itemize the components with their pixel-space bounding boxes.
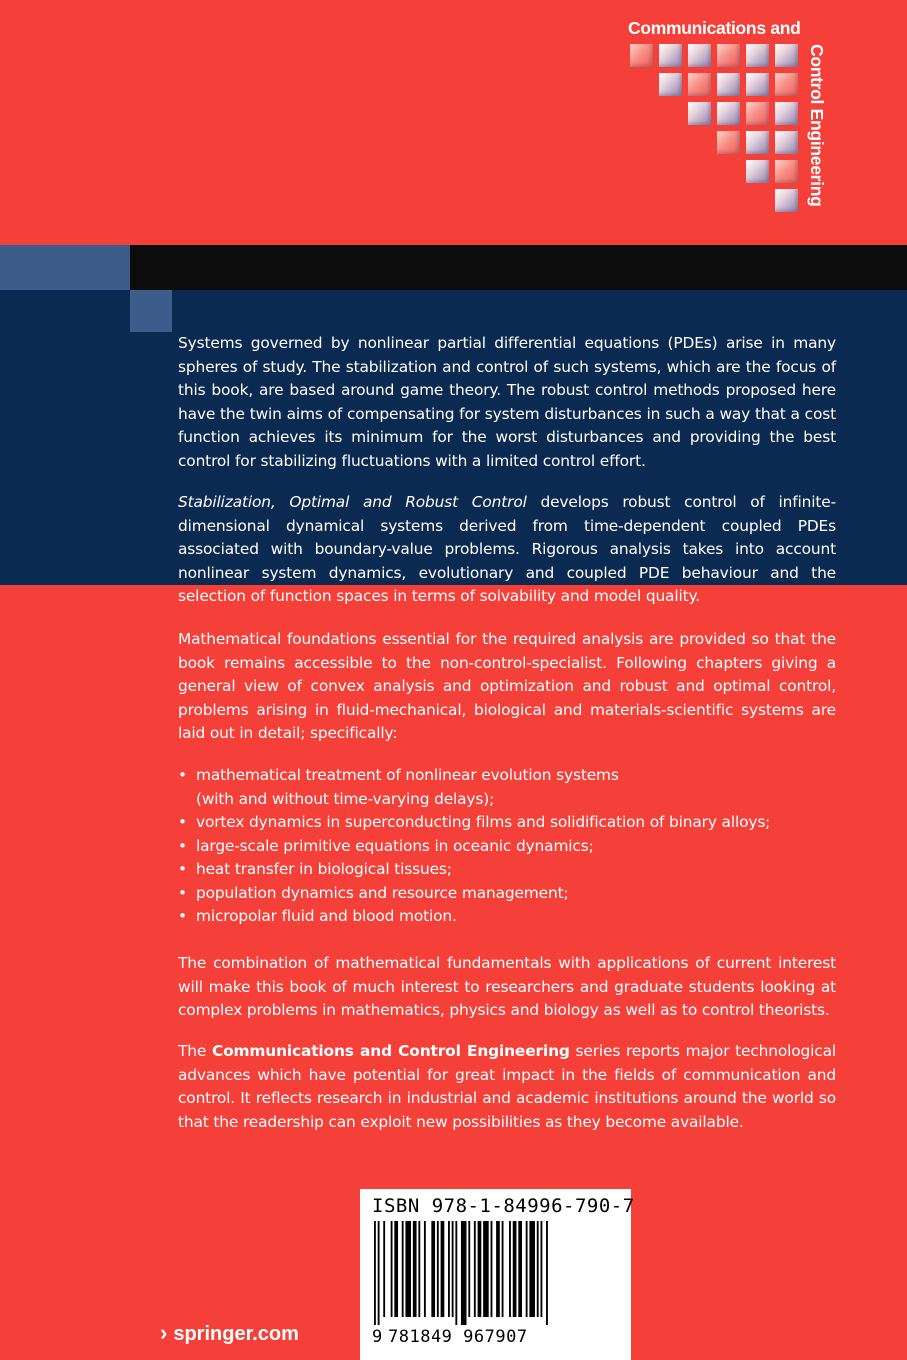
- barcode-bar: [378, 1221, 380, 1325]
- series-title-horizontal: Communications and: [628, 18, 801, 38]
- barcode-bar: [496, 1221, 500, 1317]
- description-paragraph-3: Mathematical foundations essential for the required analysis are provided so that the book remains accessible to the non-control-specialist. Following chapters giving a general view of convex analysis and optimization and robust and optimal control, problems arising in fluid-mechanical, biological and materials-scientific systems are laid out in detail; specifically:: [178, 630, 836, 742]
- isbn-label: ISBN 978-1-84996-790-7: [372, 1195, 635, 1217]
- logo-tile: [775, 131, 798, 154]
- list-item: • population dynamics and resource management;: [178, 882, 838, 906]
- accent-square-small: [130, 290, 172, 332]
- barcode-bar: [541, 1221, 543, 1317]
- publisher-link[interactable]: [160, 1320, 299, 1346]
- logo-tile: [746, 44, 769, 67]
- bullet-dot: •: [178, 836, 187, 855]
- barcode-bar: [491, 1221, 493, 1317]
- barcode-bar: [526, 1221, 528, 1317]
- barcode-bar: [546, 1221, 548, 1325]
- logo-tile: [746, 160, 769, 183]
- logo-tile: [746, 131, 769, 154]
- series-logo-mosaic: [630, 44, 806, 214]
- barcode-bar: [394, 1221, 398, 1317]
- barcode-bar: [483, 1221, 489, 1317]
- list-item: • mathematical treatment of nonlinear evolution systems (with and without time-varying delays);: [178, 766, 619, 808]
- chevron-right-icon: ›: [160, 1320, 168, 1345]
- isbn-barcode: [360, 1189, 635, 1360]
- description-paragraph-2: [178, 491, 836, 609]
- barcode-bar: [478, 1221, 482, 1317]
- logo-tile: [717, 102, 740, 125]
- list-item: • large-scale primitive equations in oceanic dynamics;: [178, 835, 838, 859]
- list-item: • heat transfer in biological tissues;: [178, 858, 838, 882]
- barcode-bar: [452, 1221, 454, 1317]
- logo-tile: [775, 44, 798, 67]
- barcode-bar: [529, 1221, 535, 1317]
- barcode-bar: [455, 1221, 457, 1325]
- barcode-digits: 9 781849 967907: [372, 1327, 528, 1347]
- logo-tile: [717, 73, 740, 96]
- logo-tile: [717, 44, 740, 67]
- barcode-bar: [383, 1221, 385, 1317]
- logo-tile: [688, 102, 711, 125]
- barcode-lead-digit: 9: [372, 1327, 383, 1347]
- logo-tile: [630, 44, 653, 67]
- list-item: • vortex dynamics in superconducting films and solidification of binary alloys;: [178, 811, 838, 835]
- bullet-dot: •: [178, 883, 187, 902]
- barcode-bar: [405, 1221, 411, 1317]
- logo-tile: [659, 73, 682, 96]
- logo-tile: [746, 102, 769, 125]
- logo-tile: [688, 73, 711, 96]
- bullet-dot: •: [178, 907, 187, 925]
- barcode-bar: [374, 1221, 376, 1325]
- description-paragraph-4: The combination of mathematical fundamentals with applications of current interest will make this book of much interest to researchers and graduate students looking at complex problems in mathematics, physics and biology as well as to control theorists.: [178, 954, 836, 1019]
- black-band: [0, 245, 907, 290]
- barcode-bar: [431, 1221, 435, 1317]
- barcode-bar: [437, 1221, 439, 1317]
- barcode-bar: [418, 1221, 420, 1317]
- paragraph-2-text: develops robust control of infinite-dimensional dynamical systems derived from time-dependent coupled PDEs associated with boundary-value problems. Rigorous analysis takes into account nonlinear system dynamics, evolutionary and coupled PDE behaviour and the selection of function spaces in terms of solvability and model quality.: [178, 493, 836, 605]
- logo-tile: [659, 44, 682, 67]
- barcode-bar: [502, 1221, 504, 1317]
- barcode-bar: [391, 1221, 393, 1317]
- publisher-site: springer.com: [173, 1323, 299, 1345]
- barcode-bar: [468, 1221, 470, 1317]
- description-paragraph-1: Systems governed by nonlinear partial differential equations (PDEs) arise in many spheres of study. The stabilization and control of such systems, which are the focus of this book, are based around game theory. The robust control methods proposed here have the twin aims of compensating for system disturbances in such a way that a cost function achieves its minimum for the worst disturbances and providing the best control for stabilizing fluctuations with a limited control effort.: [178, 334, 836, 470]
- bullet-dot: •: [178, 813, 187, 831]
- list-item: • micropolar fluid and blood motion.: [178, 905, 838, 929]
- accent-square-left: [0, 245, 130, 290]
- barcode-bar: [461, 1221, 467, 1325]
- barcode-bar: [474, 1221, 476, 1317]
- logo-tile: [717, 131, 740, 154]
- logo-tile: [775, 102, 798, 125]
- logo-tile: [775, 160, 798, 183]
- barcode-bar: [441, 1221, 445, 1317]
- barcode-bar: [509, 1221, 511, 1317]
- book-title-italic: Stabilization, Optimal and Robust Control: [178, 493, 527, 511]
- series-name-bold: Communications and Control Engineering: [211, 1042, 570, 1060]
- logo-tile: [775, 189, 798, 212]
- logo-tile: [775, 73, 798, 96]
- barcode-bar: [448, 1221, 450, 1317]
- bullet-dot: •: [178, 860, 187, 878]
- barcode-bar: [518, 1221, 522, 1317]
- barcode-bars: [372, 1221, 619, 1325]
- barcode-bar: [413, 1221, 417, 1317]
- bullet-dot: •: [178, 766, 187, 784]
- list-item-continuation: (with and without time-varying delays);: [196, 789, 495, 808]
- logo-tile: [746, 73, 769, 96]
- series-title-vertical: Control Engineering: [807, 44, 827, 207]
- topics-list: [178, 764, 838, 929]
- barcode-bar: [402, 1221, 404, 1317]
- barcode-bar: [424, 1221, 426, 1317]
- barcode-bar: [537, 1221, 539, 1317]
- logo-tile: [688, 44, 711, 67]
- barcode-bar: [513, 1221, 517, 1317]
- description-paragraph-5: The Communications and Control Engineering series reports major technological advances which have potential for great impact in the fields of communication and control. It reflects research in industrial and academic institutions around the world so that the readership can exploit new possibilities as they become available.: [178, 1042, 836, 1131]
